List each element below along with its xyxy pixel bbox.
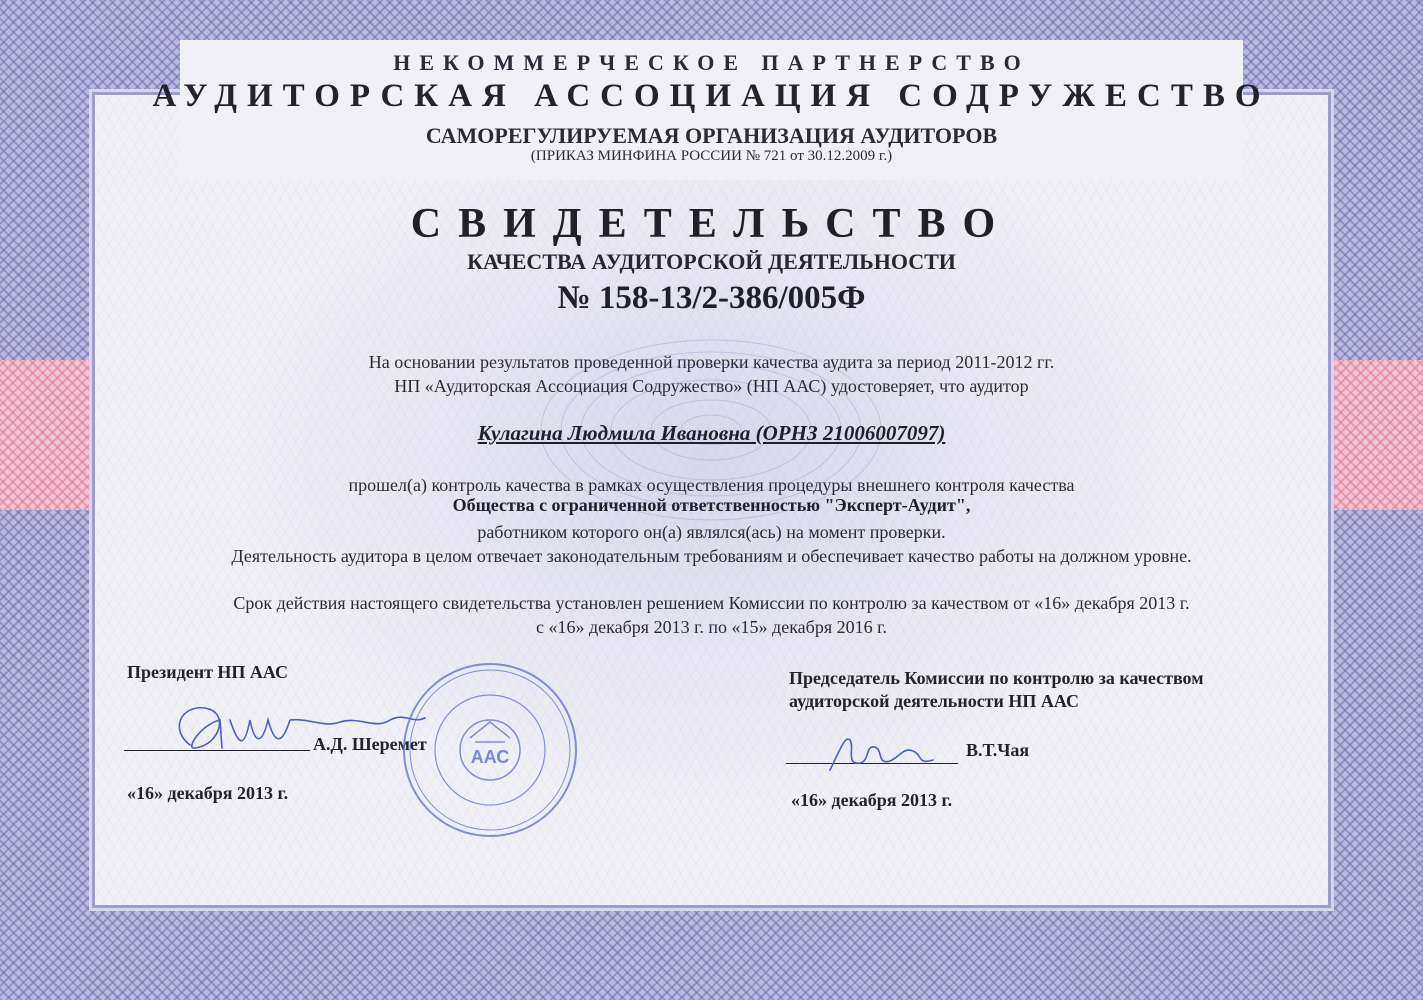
certificate-number: № 158-13/2-386/005Ф	[557, 280, 866, 316]
president-date: «16» декабря 2013 г.	[127, 783, 289, 803]
president-signature	[150, 690, 440, 765]
president-title: Президент НП ААС	[127, 662, 289, 682]
body-line-4: работником которого он(а) являлся(ась) на момент проверки.	[477, 522, 946, 542]
commission-chair-title-line2: аудиторской деятельности НП ААС	[789, 691, 1079, 711]
seal-text: ААС	[470, 747, 510, 767]
ministry-order: (ПРИКАЗ МИНФИНА РОССИИ № 721 от 30.12.2009 г.)	[530, 148, 893, 164]
commission-chair-title-line1: Председатель Комиссии по контролю за качеством	[789, 668, 1204, 688]
body-line-2: НП «Аудиторская Ассоциация Содружество» (НП ААС) удостоверяет, что аудитор	[394, 376, 1029, 396]
chair-name: В.Т.Чая	[966, 740, 1030, 760]
chair-date: «16» декабря 2013 г.	[791, 790, 953, 810]
auditor-name-text: Кулагина Людмила Ивановна (ОРНЗ 21006007097)	[477, 421, 946, 445]
sro-title: САМОРЕГУЛИРУЕМАЯ ОРГАНИЗАЦИЯ АУДИТОРОВ	[425, 123, 998, 148]
official-seal	[400, 660, 580, 840]
body-line-1: На основании результатов проведенной проверки качества аудита за период 2011-2012 гг.	[368, 352, 1055, 372]
body-line-6: Срок действия настоящего свидетельства установлен решением Комиссии по контролю за качеством от «16» декабря 2013 г.	[233, 593, 1190, 613]
auditor-name	[0, 421, 1423, 446]
certificate-title: СВИДЕТЕЛЬСТВО	[410, 201, 1013, 247]
org-type: НЕКОММЕРЧЕСКОЕ ПАРТНЕРСТВО	[393, 50, 1030, 75]
body-line-5: Деятельность аудитора в целом отвечает законодательным требованиям и обеспечивает качество работы на должном уровне.	[231, 546, 1192, 566]
certificate-subtitle: КАЧЕСТВА АУДИТОРСКОЙ ДЕЯТЕЛЬНОСТИ	[467, 249, 956, 274]
org-name: АУДИТОРСКАЯ АССОЦИАЦИЯ СОДРУЖЕСТВО	[152, 78, 1271, 114]
body-line-7: с «16» декабря 2013 г. по «15» декабря 2016 г.	[536, 617, 887, 637]
chair-signature	[815, 725, 955, 780]
company-name: Общества с ограниченной ответственностью "Эксперт-Аудит",	[452, 495, 971, 515]
body-line-3: прошел(а) контроль качества в рамках осуществления процедуры внешнего контроля качества	[348, 475, 1075, 495]
president-name: А.Д. Шеремет	[313, 734, 427, 754]
